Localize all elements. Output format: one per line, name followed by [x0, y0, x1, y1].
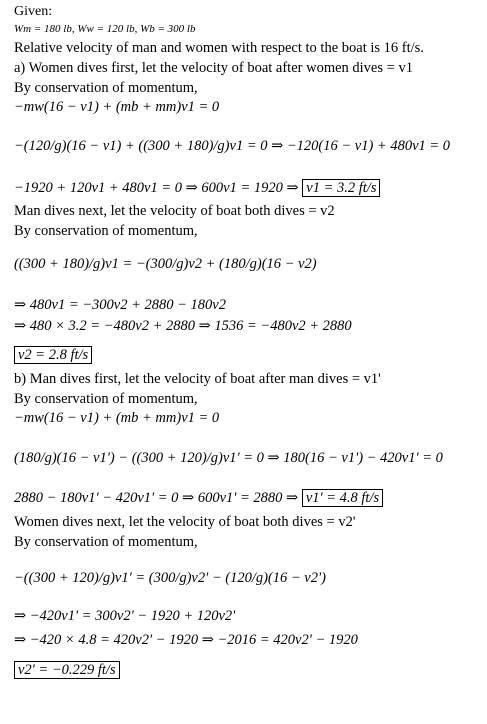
equation-a4: ((300 + 180)/g)v1 = −(300/g)v2 + (180/g)(16 − v2) [14, 256, 317, 272]
equation-b3-text: 2880 − 180v1' − 420v1' = 0 ⇒ 600v1' = 2880 ⇒ [14, 490, 299, 506]
equation-a5: ⇒ 480v1 = −300v2 + 2880 − 180v2 [14, 297, 226, 313]
relative-velocity-statement: Relative velocity of man and women with respect to the boat is 16 ft/s. [14, 40, 424, 56]
man-dives-next: Man dives next, let the velocity of boat both dives = v2 [14, 203, 335, 219]
result-b2 [14, 662, 120, 679]
equation-a3-text: −1920 + 120v1 + 480v1 = 0 ⇒ 600v1 = 1920 ⇒ [14, 180, 299, 196]
equation-b6: ⇒ −420 × 4.8 = 420v2' − 1920 ⇒ −2016 = 420v2' − 1920 [14, 632, 358, 648]
equation-a3 [14, 180, 380, 197]
result-b2-box: v2' = −0.229 ft/s [14, 661, 120, 679]
result-a2 [14, 347, 92, 364]
conservation-label-a2: By conservation of momentum, [14, 223, 198, 239]
conservation-label-b2: By conservation of momentum, [14, 534, 198, 550]
equation-b1: −mw(16 − v1) + (mb + mm)v1 = 0 [14, 410, 220, 426]
conservation-label-a1: By conservation of momentum, [14, 80, 198, 96]
equation-a2: −(120/g)(16 − v1) + ((300 + 180)/g)v1 = 0 ⇒ −120(16 − v1) + 480v1 = 0 [14, 138, 451, 154]
given-label: Given: [14, 4, 53, 19]
result-a2-box: v2 = 2.8 ft/s [14, 346, 92, 364]
equation-a6: ⇒ 480 × 3.2 = −480v2 + 2880 ⇒ 1536 = −480v2 + 2880 [14, 318, 352, 334]
equation-b2: (180/g)(16 − v1') − ((300 + 120)/g)v1' = 0 ⇒ 180(16 − v1') − 420v1' = 0 [14, 450, 443, 466]
equation-b4: −((300 + 120)/g)v1' = (300/g)v2' − (120/g)(16 − v2') [14, 570, 326, 586]
equation-b5: ⇒ −420v1' = 300v2' − 1920 + 120v2' [14, 608, 236, 624]
part-a-heading: a) Women dives first, let the velocity of boat after women dives = v1 [14, 60, 413, 76]
equation-b3 [14, 490, 383, 507]
part-b-heading: b) Man dives first, let the velocity of boat after man dives = v1' [14, 371, 381, 387]
result-b1-box: v1' = 4.8 ft/s [302, 489, 383, 507]
conservation-label-b1: By conservation of momentum, [14, 391, 198, 407]
given-values: Wm = 180 lb, Ww = 120 lb, Wb = 300 lb [14, 23, 196, 35]
women-dives-next: Women dives next, let the velocity of boat both dives = v2' [14, 514, 356, 530]
equation-a1: −mw(16 − v1) + (mb + mm)v1 = 0 [14, 99, 220, 115]
result-a1-box: v1 = 3.2 ft/s [302, 179, 380, 197]
